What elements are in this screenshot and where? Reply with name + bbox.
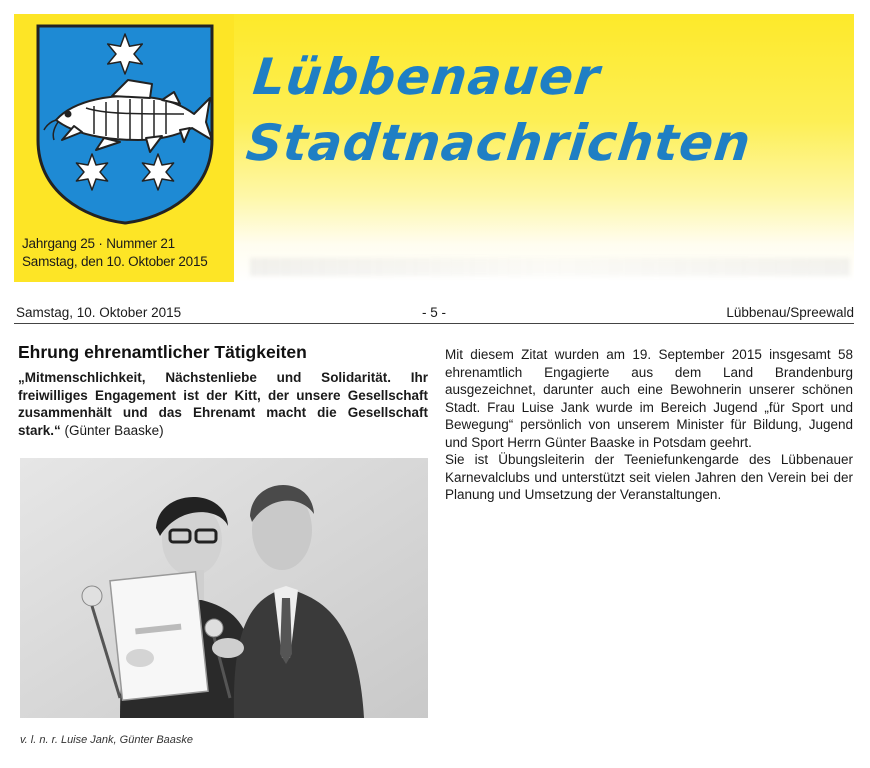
quote-attribution: (Günter Baaske) — [64, 422, 164, 438]
article-lead — [18, 369, 428, 439]
issue-date: Samstag, den 10. Oktober 2015 — [22, 254, 208, 269]
lead-quote: „Mitmenschlichkeit, Nächstenliebe und Solidarität. Ihr freiwilliges Engagement ist der Kitt, der unsere Gesellschaft zusammenhält und das Ehrenamt macht die Gesellschaft stark.“ — [18, 370, 428, 438]
article-photo — [20, 458, 428, 718]
page-number: - 5 - — [422, 305, 447, 320]
page-place: Lübbenau/Spreewald — [726, 305, 854, 320]
coat-of-arms-icon — [34, 22, 216, 226]
photo-illustration — [20, 458, 428, 718]
body-paragraph-1: Mit diesem Zitat wurden am 19. September 2015 insgesamt 58 ehrenamtlich Engagierte aus dem Land Brandenburg ausgezeichnet, darunter auch eine Bewohnerin unserer schönen Stadt. Frau Luise Jank wurde im Bereich Jugend „für Sport und Bewegung“ persönlich von unserem Minister für Bildung, Jugend und Sport Herrn Günter Baaske in Potsdam geehrt. — [445, 347, 853, 450]
issue-info — [22, 235, 208, 271]
article-headline: Ehrung ehrenamtlicher Tätigkeiten — [18, 342, 307, 362]
page-date: Samstag, 10. Oktober 2015 — [16, 305, 182, 320]
article-body — [445, 346, 853, 504]
faded-banner-strip — [250, 258, 850, 276]
newspaper-title — [243, 44, 761, 176]
photo-caption: v. l. n. r. Luise Jank, Günter Baaske — [20, 734, 194, 746]
body-paragraph-2: Sie ist Übungsleiterin der Teeniefunkengarde des Lübbenauer Karnevalclubs und unterstützt seit vielen Jahren den Verein bei der Planung und Umsetzung der Veranstaltungen. — [445, 452, 853, 502]
crest-panel — [14, 14, 234, 282]
issue-number: Jahrgang 25 · Nummer 21 — [22, 236, 175, 251]
title-line-2: Stadtnachrichten — [243, 114, 754, 172]
header-rule — [14, 323, 854, 324]
masthead — [14, 14, 854, 282]
page-header-line — [14, 305, 854, 323]
title-line-1: Lübbenauer — [250, 48, 603, 106]
